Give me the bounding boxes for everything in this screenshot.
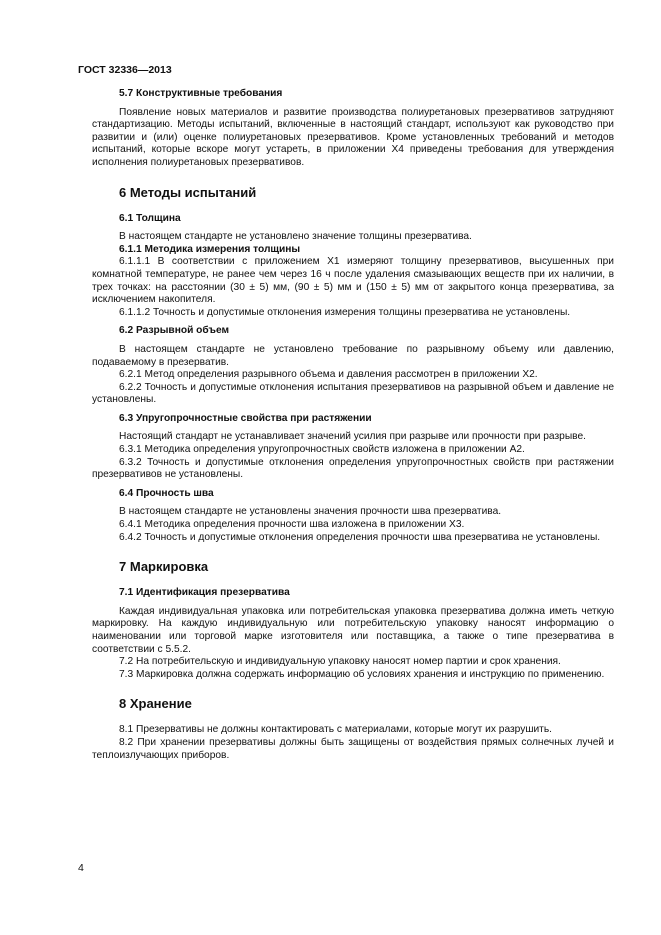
section-6-4-text-1: В настоящем стандарте не установлены значения прочности шва презерватива.	[119, 506, 502, 518]
section-6-1-1-1-text: 6.1.1.1 В соответствии с приложением Х1 измеряют толщину презервативов, высушенных при комнатной температуре, не ранее чем через 16 ч после удаления смазывающих веществ при их наличии, в трех точках: на расстоянии (30 ± 5) мм, (90 ± 5) мм и (150 ± 5) мм от закрытого конца презерватива, за исключением накопителя.	[92, 256, 614, 306]
section-6-2-text-1: В настоящем стандарте не установлено требование по разрывному объему или давлению, подаваемому в презерватив.	[92, 343, 614, 368]
section-5-7-title: 5.7 Конструктивные требования	[119, 88, 283, 99]
page-content	[92, 88, 614, 762]
section-6-3-1-text: 6.3.1 Методика определения упругопрочностных свойств изложена в приложении А2.	[119, 444, 525, 456]
section-7-3-text: 7.3 Маркировка должна содержать информацию об условиях хранения и инструкцию по применению.	[119, 668, 605, 680]
page-number: 4	[78, 862, 84, 874]
section-6-2-1-text: 6.2.1 Метод определения разрывного объема и давления рассмотрен в приложении Х2.	[119, 369, 538, 381]
section-6-4-2-text: 6.4.2 Точность и допустимые отклонения определения прочности шва презерватива не установлены.	[119, 531, 601, 543]
section-6-2-title: 6.2 Разрывной объем	[119, 325, 230, 337]
section-6-1-title: 6.1 Толщина	[119, 212, 181, 224]
section-7-1-text: Каждая индивидуальная упаковка или потребительская упаковка презерватива должна иметь четкую маркировку. На каждую индивидуальную или потребительскую упаковку наносят информацию о наименовании или торговой марке изготовителя или поставщика, а также о типе презерватива в соответствии с 5.5.2.	[92, 605, 614, 655]
section-8-2-text: 8.2 При хранении презервативы должны быть защищены от воздействия прямых солнечных лучей и теплоизлучающих приборов.	[92, 736, 614, 761]
section-7-title: 7 Маркировка	[119, 559, 209, 575]
section-8-1-text: 8.1 Презервативы не должны контактировать с материалами, которые могут их разрушить.	[119, 724, 552, 736]
section-6-3-title: 6.3 Упругопрочностные свойства при растяжении	[119, 412, 372, 424]
document-header: ГОСТ 32336—2013	[78, 64, 172, 76]
section-6-4-title: 6.4 Прочность шва	[119, 487, 214, 499]
section-6-title: 6 Методы испытаний	[119, 184, 257, 200]
section-6-4-1-text: 6.4.1 Методика определения прочности шва изложена в приложении Х3.	[119, 519, 465, 531]
section-6-1-1-title: 6.1.1 Методика измерения толщины	[119, 243, 301, 255]
section-6-1-1-2-text: 6.1.1.2 Точность и допустимые отклонения измерения толщины презерватива не установлены.	[119, 306, 571, 318]
section-7-1-title: 7.1 Идентификация презерватива	[119, 587, 290, 599]
section-6-2-2-text: 6.2.2 Точность и допустимые отклонения испытания презервативов на разрывной объем и давление не установлены.	[92, 381, 614, 406]
section-6-3-text-1: Настоящий стандарт не устанавливает значений усилия при разрыве или прочности при разрыве.	[119, 431, 586, 443]
section-6-1-text-1: В настоящем стандарте не установлено значение толщины презерватива.	[119, 231, 472, 243]
section-7-2-text: 7.2 На потребительскую и индивидуальную упаковку наносят номер партии и срок хранения.	[119, 656, 561, 668]
section-8-title: 8 Хранение	[119, 696, 192, 712]
section-5-7-text: Появление новых материалов и развитие производства полиуретановых презервативов затрудняют стандартизацию. Методы испытаний, включенные в настоящий стандарт, используют как руководство при развитии и (или) оценке полиуретановых презервативов. Кроме установленных требований и методов испытаний, которые вскоре могут устареть, в приложении Х4 приведены требования для утверждения исполнения полиуретановых презервативов.	[92, 106, 614, 168]
section-6-3-2-text: 6.3.2 Точность и допустимые отклонения определения упругопрочностных свойств при растяжении презервативов не установлены.	[92, 456, 614, 481]
